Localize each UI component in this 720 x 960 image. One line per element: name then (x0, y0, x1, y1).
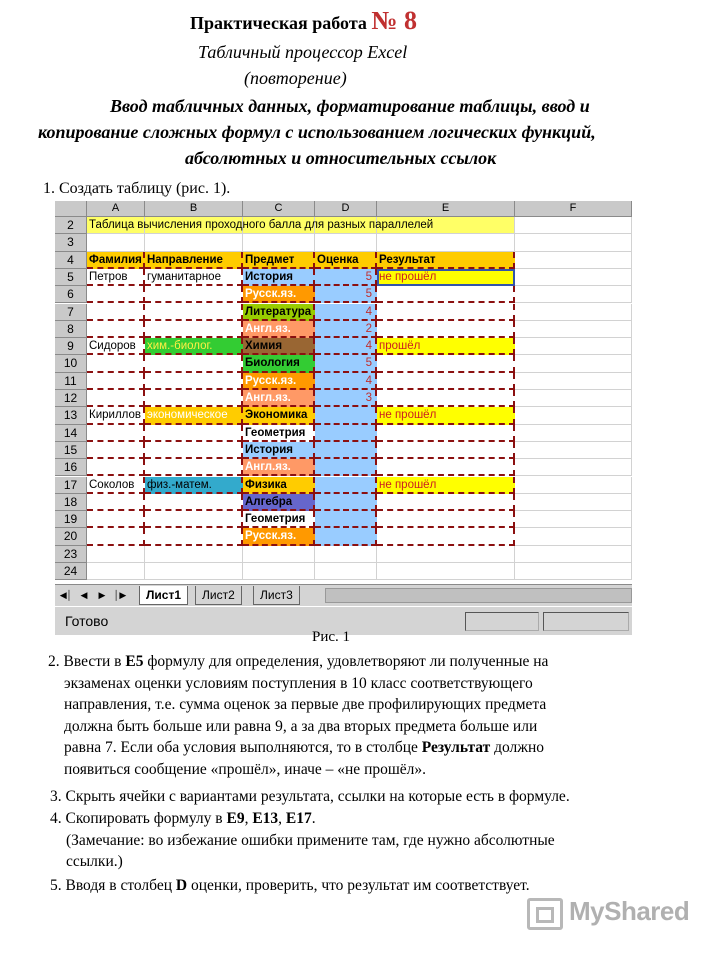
status-panel-1 (465, 612, 539, 631)
status-panel-2 (543, 612, 629, 631)
subject-cell[interactable]: История (243, 269, 315, 286)
step2-line: появиться сообщение «прошёл», иначе – «не прошёл». (64, 760, 427, 778)
grade-cell[interactable]: 4 (315, 304, 377, 321)
surname-cell[interactable] (87, 321, 145, 338)
grade-cell[interactable]: 4 (315, 338, 377, 355)
subject-cell[interactable]: История (243, 442, 315, 459)
column-title[interactable]: Оценка (315, 252, 377, 269)
subject-cell[interactable]: Геометрия (243, 425, 315, 442)
subject-cell[interactable]: Русск.яз. (243, 286, 315, 303)
step4-cell-ref: E17 (285, 810, 312, 827)
table-cell[interactable] (515, 252, 632, 269)
row-header: 23 (55, 546, 87, 563)
last-sheet-icon: │▶ (113, 590, 127, 600)
sheet-tab-2: Лист2 (195, 586, 242, 605)
surname-cell[interactable] (87, 511, 145, 528)
row-header: 12 (55, 390, 87, 407)
direction-cell[interactable] (145, 373, 243, 390)
table-cell[interactable] (515, 511, 632, 528)
row-header: 4 (55, 252, 87, 269)
result-cell[interactable]: не прошёл (377, 269, 515, 286)
topic-line-1: Ввод табличных данных, форматирование таблицы, ввод и (110, 96, 590, 116)
row-header: 15 (55, 442, 87, 459)
step4-note: ссылки.) (66, 853, 123, 870)
step2-result-word: Результат (421, 739, 491, 756)
subject-cell[interactable]: Физика (243, 477, 315, 494)
select-all-corner (55, 201, 87, 217)
row-header: 20 (55, 528, 87, 545)
column-header: F (515, 201, 632, 217)
surname-cell[interactable] (87, 355, 145, 372)
subject-cell[interactable]: Англ.яз. (243, 459, 315, 476)
step2-text: должно (490, 739, 545, 756)
direction-cell[interactable] (145, 494, 243, 511)
table-cell[interactable] (377, 546, 515, 563)
surname-cell[interactable] (87, 373, 145, 390)
column-header: D (315, 201, 377, 217)
table-cell[interactable] (243, 563, 315, 580)
column-header: A (87, 201, 145, 217)
table-cell[interactable] (315, 563, 377, 580)
step2-line: должна быть больше или равна 9, а за два вторых предмета больше или (64, 717, 538, 735)
column-title[interactable]: Результат (377, 252, 515, 269)
row-header: 7 (55, 304, 87, 321)
table-cell[interactable] (515, 373, 632, 390)
row-header: 9 (55, 338, 87, 355)
surname-cell[interactable] (87, 390, 145, 407)
step-2 (48, 651, 548, 780)
step5-column: D (175, 877, 188, 894)
subject-cell[interactable]: Химия (243, 338, 315, 355)
row-header: 16 (55, 459, 87, 476)
logo-text: MyShared (569, 896, 690, 926)
direction-cell[interactable] (145, 425, 243, 442)
table-cell[interactable] (515, 459, 632, 476)
topic-line-2: копирование сложных формул с использованием логических функций, (38, 122, 596, 142)
surname-cell[interactable] (87, 425, 145, 442)
row-header: 8 (55, 321, 87, 338)
result-cell[interactable] (377, 304, 515, 321)
result-cell[interactable]: не прошёл (377, 407, 515, 424)
table-cell[interactable] (515, 234, 632, 251)
grade-cell[interactable] (315, 528, 377, 545)
result-cell[interactable] (377, 494, 515, 511)
result-cell[interactable] (377, 511, 515, 528)
direction-cell[interactable]: хим.-биолог. (145, 338, 243, 355)
table-cell[interactable] (515, 528, 632, 545)
sheet-tab-bar (55, 584, 632, 606)
grade-cell[interactable]: 5 (315, 355, 377, 372)
grade-cell[interactable]: 3 (315, 390, 377, 407)
result-cell[interactable] (377, 425, 515, 442)
grade-cell[interactable]: 5 (315, 269, 377, 286)
grade-cell[interactable] (315, 511, 377, 528)
grade-cell[interactable] (315, 494, 377, 511)
row-header: 2 (55, 217, 87, 234)
direction-cell[interactable]: гуманитарное (145, 269, 243, 286)
step2-text: равна 7. Если оба условия выполняются, то в столбце (64, 739, 422, 756)
grade-cell[interactable] (315, 459, 377, 476)
result-cell[interactable] (377, 442, 515, 459)
direction-cell[interactable] (145, 355, 243, 372)
row-header: 18 (55, 494, 87, 511)
step4-text: . (311, 810, 316, 827)
grade-cell[interactable]: 4 (315, 373, 377, 390)
next-sheet-icon: ▶ (98, 590, 106, 600)
table-cell[interactable] (145, 234, 243, 251)
direction-cell[interactable] (145, 459, 243, 476)
step4-cell-ref: E9 (226, 810, 245, 827)
result-cell[interactable] (377, 286, 515, 303)
result-cell[interactable] (377, 355, 515, 372)
column-header: E (377, 201, 515, 217)
result-cell[interactable] (377, 390, 515, 407)
table-cell[interactable] (377, 563, 515, 580)
spreadsheet-screenshot (55, 201, 632, 635)
table-cell[interactable] (87, 234, 145, 251)
figure-caption: Рис. 1 (312, 629, 351, 645)
subject-cell[interactable]: Биология (243, 355, 315, 372)
step-4 (50, 808, 555, 873)
table-cell[interactable] (515, 355, 632, 372)
table-cell[interactable] (515, 494, 632, 511)
surname-cell[interactable]: Соколов (87, 477, 145, 494)
surname-cell[interactable] (87, 442, 145, 459)
direction-cell[interactable] (145, 511, 243, 528)
direction-cell[interactable] (145, 286, 243, 303)
step2-text: формулу для определения, удовлетворяют ли полученные на (143, 653, 549, 670)
table-cell[interactable] (515, 407, 632, 424)
subject-cell[interactable]: Русск.яз. (243, 373, 315, 390)
table-cell[interactable] (515, 321, 632, 338)
grade-cell[interactable]: 2 (315, 321, 377, 338)
subject-cell[interactable]: Русск.яз. (243, 528, 315, 545)
column-header: B (145, 201, 243, 217)
table-cell[interactable] (243, 546, 315, 563)
table-cell[interactable] (515, 286, 632, 303)
grade-cell[interactable] (315, 477, 377, 494)
column-title[interactable]: Предмет (243, 252, 315, 269)
sheet-tab-1: Лист1 (139, 586, 188, 605)
step4-cell-ref: E13 (252, 810, 279, 827)
step-3: 3. Скрыть ячейки с вариантами результата, ссылки на которые есть в формуле. (50, 788, 570, 805)
row-header: 13 (55, 407, 87, 424)
row-header: 24 (55, 563, 87, 580)
table-cell[interactable] (515, 425, 632, 442)
direction-cell[interactable] (145, 304, 243, 321)
surname-cell[interactable] (87, 494, 145, 511)
direction-cell[interactable]: экономическое (145, 407, 243, 424)
surname-cell[interactable] (87, 528, 145, 545)
table-cell[interactable] (315, 234, 377, 251)
first-sheet-icon: ◀│ (59, 590, 73, 600)
result-cell[interactable]: прошёл (377, 338, 515, 355)
step2-line: экзаменах оценки условиям поступления в 10 класс соответствующего (64, 674, 533, 692)
column-title[interactable]: Направление (145, 252, 243, 269)
result-cell[interactable] (377, 373, 515, 390)
page-title (190, 6, 420, 36)
topic-line-3: абсолютных и относительных ссылок (185, 148, 497, 168)
subject-cell[interactable]: Литература (243, 304, 315, 321)
direction-cell[interactable] (145, 528, 243, 545)
row-header: 10 (55, 355, 87, 372)
table-cell[interactable] (87, 546, 145, 563)
table-cell[interactable] (515, 546, 632, 563)
grade-cell[interactable]: 5 (315, 286, 377, 303)
surname-cell[interactable] (87, 286, 145, 303)
step4-text: 4. Скопировать формулу в (50, 810, 227, 827)
step-5 (50, 875, 530, 897)
table-cell[interactable] (87, 563, 145, 580)
table-cell[interactable] (515, 442, 632, 459)
sheet-tab-3: Лист3 (253, 586, 300, 605)
step4-text: , (278, 810, 286, 827)
horizontal-scrollbar (325, 588, 632, 603)
subject-cell[interactable]: Геометрия (243, 511, 315, 528)
row-header: 11 (55, 373, 87, 390)
row-header: 19 (55, 511, 87, 528)
table-cell[interactable] (515, 217, 632, 234)
subject-cell[interactable]: Экономика (243, 407, 315, 424)
table-cell[interactable] (145, 563, 243, 580)
title-number: № 8 (371, 6, 418, 35)
result-cell[interactable] (377, 528, 515, 545)
step2-line: направления, т.е. сумма оценок за первые две профилирующих предмета (64, 696, 547, 713)
direction-cell[interactable] (145, 321, 243, 338)
status-text: Готово (65, 613, 109, 629)
column-header: C (243, 201, 315, 217)
grade-cell[interactable] (315, 425, 377, 442)
surname-cell[interactable] (87, 459, 145, 476)
row-header: 6 (55, 286, 87, 303)
direction-cell[interactable] (145, 442, 243, 459)
logo-icon (527, 898, 563, 930)
table-cell[interactable] (515, 304, 632, 321)
page-note: (повторение) (244, 68, 347, 88)
grade-cell[interactable] (315, 407, 377, 424)
surname-cell[interactable] (87, 304, 145, 321)
direction-cell[interactable]: физ.-матем. (145, 477, 243, 494)
table-cell[interactable] (515, 269, 632, 286)
result-cell[interactable]: не прошёл (377, 477, 515, 494)
table-cell[interactable] (145, 546, 243, 563)
subject-cell[interactable]: Алгебра (243, 494, 315, 511)
step5-text: оценки, проверить, что результат им соответствует. (187, 877, 530, 894)
table-cell[interactable] (515, 563, 632, 580)
row-header: 14 (55, 425, 87, 442)
row-header: 3 (55, 234, 87, 251)
surname-cell[interactable]: Сидоров (87, 338, 145, 355)
table-cell[interactable] (243, 234, 315, 251)
step2-cell-ref: E5 (125, 653, 144, 670)
prev-sheet-icon: ◀ (80, 590, 88, 600)
subject-cell[interactable]: Англ.яз. (243, 390, 315, 407)
table-cell[interactable] (515, 390, 632, 407)
page-subtitle: Табличный процессор Excel (198, 42, 408, 62)
result-cell[interactable] (377, 321, 515, 338)
title-prefix: Практическая работа (190, 13, 372, 33)
step5-text: 5. Вводя в столбец (50, 877, 176, 894)
column-title[interactable]: Фамилия (87, 252, 145, 269)
step4-text: , (244, 810, 253, 827)
sheet-title-cell: Таблица вычисления проходного балла для разных параллелей (89, 219, 434, 231)
table-cell[interactable] (515, 477, 632, 494)
surname-cell[interactable]: Кириллов (87, 407, 145, 424)
step4-note: (Замечание: во избежание ошибки примените там, где нужно абсолютные (66, 831, 555, 849)
table-cell[interactable] (377, 234, 515, 251)
subject-cell[interactable]: Англ.яз. (243, 321, 315, 338)
table-cell[interactable] (315, 546, 377, 563)
step-1: 1. Создать таблицу (рис. 1). (43, 180, 231, 197)
direction-cell[interactable] (145, 390, 243, 407)
step2-text: 2. Ввести в (48, 653, 126, 670)
row-header: 17 (55, 477, 87, 494)
row-header: 5 (55, 269, 87, 286)
grade-cell[interactable] (315, 442, 377, 459)
result-cell[interactable] (377, 459, 515, 476)
surname-cell[interactable]: Петров (87, 269, 145, 286)
table-cell[interactable] (515, 338, 632, 355)
